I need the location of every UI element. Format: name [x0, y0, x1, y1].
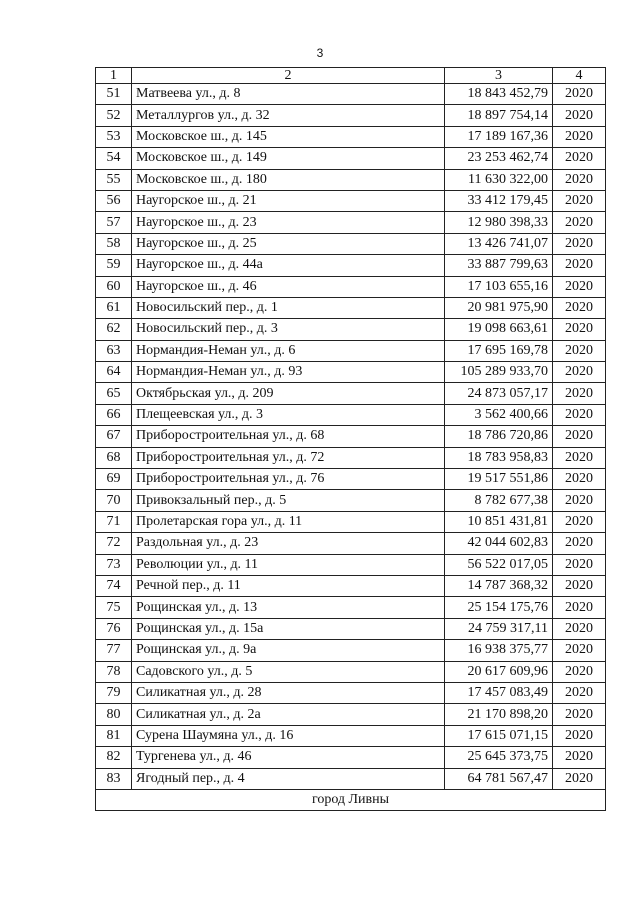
row-amount-cell: 17 615 071,15: [445, 725, 553, 746]
table-row: [96, 597, 606, 618]
row-address-cell: Плещеевская ул., д. 3: [132, 404, 445, 425]
row-amount-cell: 18 897 754,14: [445, 105, 553, 126]
row-number-cell: 70: [96, 490, 132, 511]
row-year-cell: 2020: [553, 126, 606, 147]
row-number-cell: 56: [96, 190, 132, 211]
table-row: [96, 640, 606, 661]
row-amount-cell: 17 457 083,49: [445, 682, 553, 703]
column-header-amount: 3: [445, 68, 553, 84]
table-row: [96, 84, 606, 105]
row-amount-cell: 14 787 368,32: [445, 575, 553, 596]
row-amount-cell: 25 154 175,76: [445, 597, 553, 618]
row-year-cell: 2020: [553, 447, 606, 468]
row-amount-cell: 8 782 677,38: [445, 490, 553, 511]
row-year-cell: 2020: [553, 105, 606, 126]
row-number-cell: 57: [96, 212, 132, 233]
row-address-cell: Наугорское ш., д. 21: [132, 190, 445, 211]
header-row: [96, 68, 606, 84]
row-number-cell: 72: [96, 533, 132, 554]
row-amount-cell: 18 783 958,83: [445, 447, 553, 468]
row-number-cell: 76: [96, 618, 132, 639]
row-address-cell: Московское ш., д. 180: [132, 169, 445, 190]
row-year-cell: 2020: [553, 426, 606, 447]
row-number-cell: 51: [96, 84, 132, 105]
table-row: [96, 190, 606, 211]
row-number-cell: 69: [96, 469, 132, 490]
row-number-cell: 83: [96, 768, 132, 789]
row-amount-cell: 33 887 799,63: [445, 255, 553, 276]
row-address-cell: Рощинская ул., д. 9а: [132, 640, 445, 661]
table-row: [96, 490, 606, 511]
table-row: [96, 682, 606, 703]
table-row: [96, 511, 606, 532]
table-row: [96, 126, 606, 147]
column-header-address: 2: [132, 68, 445, 84]
column-header-number: 1: [96, 68, 132, 84]
row-amount-cell: 42 044 602,83: [445, 533, 553, 554]
table-row: [96, 169, 606, 190]
row-year-cell: 2020: [553, 618, 606, 639]
row-number-cell: 77: [96, 640, 132, 661]
table-row: [96, 469, 606, 490]
table-row: [96, 747, 606, 768]
row-number-cell: 74: [96, 575, 132, 596]
row-number-cell: 55: [96, 169, 132, 190]
row-number-cell: 65: [96, 383, 132, 404]
row-amount-cell: 19 098 663,61: [445, 319, 553, 340]
table-row: [96, 704, 606, 725]
row-number-cell: 54: [96, 148, 132, 169]
row-address-cell: Революции ул., д. 11: [132, 554, 445, 575]
row-address-cell: Садовского ул., д. 5: [132, 661, 445, 682]
row-address-cell: Наугорское ш., д. 44а: [132, 255, 445, 276]
table-row: [96, 618, 606, 639]
table-row: [96, 725, 606, 746]
row-year-cell: 2020: [553, 319, 606, 340]
row-amount-cell: 19 517 551,86: [445, 469, 553, 490]
table-footer: [96, 789, 606, 810]
row-amount-cell: 23 253 462,74: [445, 148, 553, 169]
table-row: [96, 233, 606, 254]
row-year-cell: 2020: [553, 597, 606, 618]
row-number-cell: 64: [96, 362, 132, 383]
row-year-cell: 2020: [553, 747, 606, 768]
table-row: [96, 340, 606, 361]
row-amount-cell: 12 980 398,33: [445, 212, 553, 233]
row-number-cell: 60: [96, 276, 132, 297]
row-address-cell: Нормандия-Неман ул., д. 93: [132, 362, 445, 383]
row-year-cell: 2020: [553, 725, 606, 746]
row-address-cell: Силикатная ул., д. 28: [132, 682, 445, 703]
table-row: [96, 426, 606, 447]
row-number-cell: 73: [96, 554, 132, 575]
row-address-cell: Тургенева ул., д. 46: [132, 747, 445, 768]
row-address-cell: Нормандия-Неман ул., д. 6: [132, 340, 445, 361]
row-number-cell: 66: [96, 404, 132, 425]
row-address-cell: Рощинская ул., д. 15а: [132, 618, 445, 639]
row-amount-cell: 64 781 567,47: [445, 768, 553, 789]
row-amount-cell: 11 630 322,00: [445, 169, 553, 190]
row-year-cell: 2020: [553, 383, 606, 404]
row-year-cell: 2020: [553, 640, 606, 661]
table-row: [96, 212, 606, 233]
table-body: [96, 84, 606, 790]
row-address-cell: Новосильский пер., д. 3: [132, 319, 445, 340]
row-amount-cell: 3 562 400,66: [445, 404, 553, 425]
row-year-cell: 2020: [553, 340, 606, 361]
row-amount-cell: 16 938 375,77: [445, 640, 553, 661]
row-amount-cell: 18 843 452,79: [445, 84, 553, 105]
table-row: [96, 319, 606, 340]
row-year-cell: 2020: [553, 490, 606, 511]
row-number-cell: 67: [96, 426, 132, 447]
row-address-cell: Ягодный пер., д. 4: [132, 768, 445, 789]
row-year-cell: 2020: [553, 148, 606, 169]
row-number-cell: 68: [96, 447, 132, 468]
row-number-cell: 78: [96, 661, 132, 682]
row-address-cell: Приборостроительная ул., д. 76: [132, 469, 445, 490]
row-year-cell: 2020: [553, 704, 606, 725]
row-year-cell: 2020: [553, 511, 606, 532]
column-header-year: 4: [553, 68, 606, 84]
row-number-cell: 59: [96, 255, 132, 276]
row-address-cell: Матвеева ул., д. 8: [132, 84, 445, 105]
row-amount-cell: 17 103 655,16: [445, 276, 553, 297]
row-year-cell: 2020: [553, 661, 606, 682]
row-number-cell: 71: [96, 511, 132, 532]
table-header: [96, 68, 606, 84]
row-address-cell: Приборостроительная ул., д. 72: [132, 447, 445, 468]
row-year-cell: 2020: [553, 169, 606, 190]
row-year-cell: 2020: [553, 554, 606, 575]
row-amount-cell: 20 981 975,90: [445, 297, 553, 318]
row-year-cell: 2020: [553, 233, 606, 254]
row-year-cell: 2020: [553, 255, 606, 276]
row-number-cell: 82: [96, 747, 132, 768]
row-amount-cell: 17 189 167,36: [445, 126, 553, 147]
row-address-cell: Московское ш., д. 145: [132, 126, 445, 147]
row-amount-cell: 105 289 933,70: [445, 362, 553, 383]
building-registry-table: [95, 67, 606, 811]
table-row: [96, 105, 606, 126]
row-number-cell: 62: [96, 319, 132, 340]
table-row: [96, 554, 606, 575]
row-address-cell: Речной пер., д. 11: [132, 575, 445, 596]
section-heading-city: город Ливны: [96, 789, 606, 810]
row-number-cell: 79: [96, 682, 132, 703]
row-address-cell: Металлургов ул., д. 32: [132, 105, 445, 126]
row-number-cell: 81: [96, 725, 132, 746]
row-number-cell: 80: [96, 704, 132, 725]
row-address-cell: Сурена Шаумяна ул., д. 16: [132, 725, 445, 746]
row-amount-cell: 17 695 169,78: [445, 340, 553, 361]
row-address-cell: Силикатная ул., д. 2а: [132, 704, 445, 725]
row-address-cell: Наугорское ш., д. 25: [132, 233, 445, 254]
row-year-cell: 2020: [553, 533, 606, 554]
table-row: [96, 404, 606, 425]
row-amount-cell: 24 873 057,17: [445, 383, 553, 404]
row-amount-cell: 20 617 609,96: [445, 661, 553, 682]
row-address-cell: Приборостроительная ул., д. 68: [132, 426, 445, 447]
row-amount-cell: 21 170 898,20: [445, 704, 553, 725]
row-address-cell: Пролетарская гора ул., д. 11: [132, 511, 445, 532]
row-number-cell: 63: [96, 340, 132, 361]
table-row: [96, 362, 606, 383]
page-number: 3: [316, 46, 324, 60]
row-year-cell: 2020: [553, 469, 606, 490]
row-number-cell: 53: [96, 126, 132, 147]
table-row: [96, 768, 606, 789]
table-row: [96, 297, 606, 318]
table-row: [96, 276, 606, 297]
table-row: [96, 575, 606, 596]
table-row: [96, 533, 606, 554]
row-year-cell: 2020: [553, 404, 606, 425]
row-address-cell: Рощинская ул., д. 13: [132, 597, 445, 618]
row-year-cell: 2020: [553, 297, 606, 318]
row-address-cell: Раздольная ул., д. 23: [132, 533, 445, 554]
row-year-cell: 2020: [553, 212, 606, 233]
row-year-cell: 2020: [553, 682, 606, 703]
row-number-cell: 58: [96, 233, 132, 254]
row-address-cell: Наугорское ш., д. 23: [132, 212, 445, 233]
row-amount-cell: 33 412 179,45: [445, 190, 553, 211]
table-row: [96, 255, 606, 276]
row-address-cell: Октябрьская ул., д. 209: [132, 383, 445, 404]
row-amount-cell: 56 522 017,05: [445, 554, 553, 575]
row-amount-cell: 18 786 720,86: [445, 426, 553, 447]
row-address-cell: Московское ш., д. 149: [132, 148, 445, 169]
row-amount-cell: 13 426 741,07: [445, 233, 553, 254]
section-heading-row: [96, 789, 606, 810]
row-number-cell: 75: [96, 597, 132, 618]
row-address-cell: Привокзальный пер., д. 5: [132, 490, 445, 511]
row-year-cell: 2020: [553, 84, 606, 105]
row-year-cell: 2020: [553, 190, 606, 211]
row-year-cell: 2020: [553, 276, 606, 297]
row-year-cell: 2020: [553, 362, 606, 383]
row-amount-cell: 24 759 317,11: [445, 618, 553, 639]
row-amount-cell: 10 851 431,81: [445, 511, 553, 532]
table-row: [96, 383, 606, 404]
row-amount-cell: 25 645 373,75: [445, 747, 553, 768]
table-row: [96, 447, 606, 468]
table-row: [96, 148, 606, 169]
row-address-cell: Наугорское ш., д. 46: [132, 276, 445, 297]
row-address-cell: Новосильский пер., д. 1: [132, 297, 445, 318]
row-year-cell: 2020: [553, 575, 606, 596]
row-year-cell: 2020: [553, 768, 606, 789]
row-number-cell: 61: [96, 297, 132, 318]
table-row: [96, 661, 606, 682]
row-number-cell: 52: [96, 105, 132, 126]
